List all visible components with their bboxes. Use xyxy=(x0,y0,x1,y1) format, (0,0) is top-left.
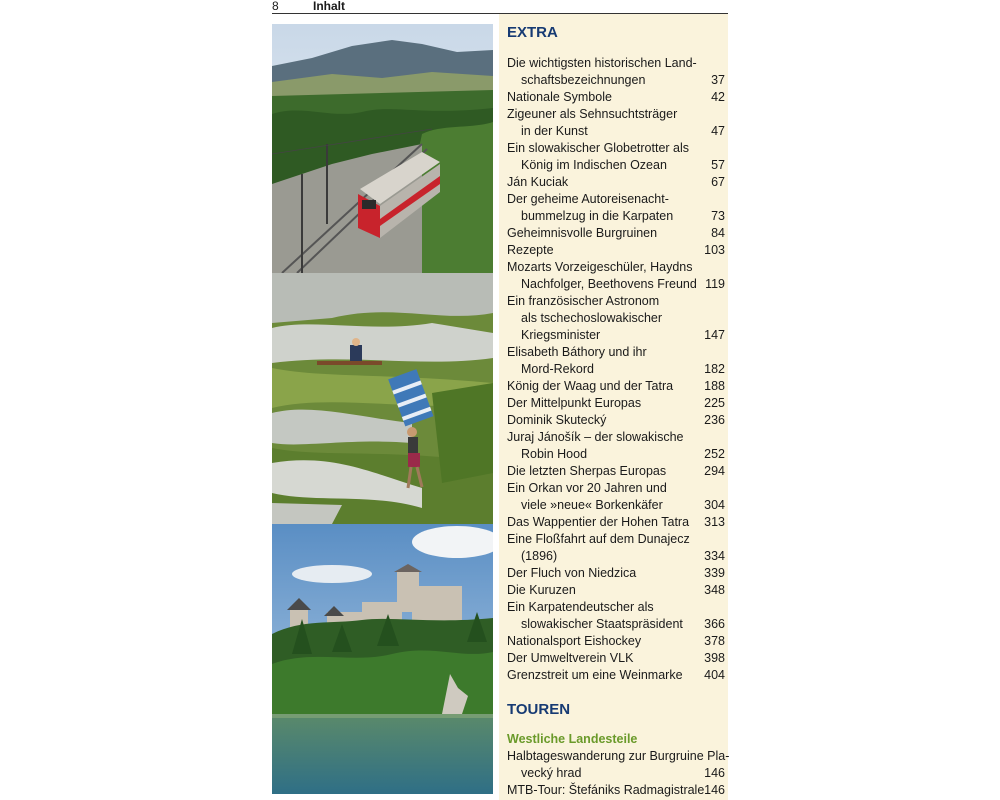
toc-entry-page: 294 xyxy=(704,464,725,478)
toc-entry-title-line: viele »neue« Borkenkäfer xyxy=(521,498,663,512)
toc-entry-title-line: Mozarts Vorzeigeschüler, Haydns xyxy=(507,260,693,274)
toc-entry[interactable] xyxy=(507,650,725,667)
toc-entry-page: 188 xyxy=(704,379,725,393)
toc-entry-page: 103 xyxy=(704,243,725,257)
toc-entry-title-line: Ein französischer Astronom xyxy=(507,294,660,308)
toc-entry-page: 47 xyxy=(711,124,725,138)
photo-column xyxy=(272,24,493,794)
toc-entry[interactable] xyxy=(507,782,725,799)
toc-entry[interactable] xyxy=(507,412,725,429)
toc-entry[interactable] xyxy=(507,395,725,412)
toc-entry-title-line: Halbtageswanderung zur Burgruine Pla- xyxy=(507,749,730,763)
toc-entry-title-line: Dominik Skutecký xyxy=(507,413,607,427)
toc-entry[interactable] xyxy=(507,748,730,782)
running-header xyxy=(272,0,728,14)
toc-entry[interactable] xyxy=(507,242,725,259)
touren-heading: TOUREN xyxy=(507,701,571,718)
toc-entry-title-line: Ján Kuciak xyxy=(507,175,569,189)
toc-entry[interactable] xyxy=(507,140,725,174)
toc-entry-title-line: Juraj Jánošík – der slowakische xyxy=(507,430,684,444)
toc-entry-page: 225 xyxy=(704,396,725,410)
toc-entry-page: 147 xyxy=(704,328,725,342)
sherpa-photo xyxy=(272,273,493,524)
toc-entry-title-line: Die letzten Sherpas Europas xyxy=(507,464,667,478)
toc-entry-title-line: Der Fluch von Niedzica xyxy=(507,566,637,580)
toc-entry-page: 84 xyxy=(711,226,725,240)
contents-column xyxy=(499,14,728,800)
toc-entry-title-line: vecký hrad xyxy=(521,766,582,780)
toc-entry-title-line: König im Indischen Ozean xyxy=(521,158,667,172)
toc-entry-title-line: Nationalsport Eishockey xyxy=(507,634,642,648)
toc-entry-title-line: König der Waag und der Tatra xyxy=(507,379,674,393)
toc-entry-page: 334 xyxy=(704,549,725,563)
toc-entry-page: 236 xyxy=(704,413,725,427)
toc-entry-page: 339 xyxy=(704,566,725,580)
toc-entry-page: 182 xyxy=(704,362,725,376)
toc-entry-title-line: Eine Floßfahrt auf dem Dunajecz xyxy=(507,532,690,546)
toc-entry[interactable] xyxy=(507,293,725,344)
toc-entry-title-line: Mord-Rekord xyxy=(521,362,594,376)
toc-entry[interactable] xyxy=(507,106,725,140)
toc-entry-page: 67 xyxy=(711,175,725,189)
toc-entry[interactable] xyxy=(507,89,725,106)
toc-entry-page: 304 xyxy=(704,498,725,512)
running-title: Inhalt xyxy=(313,0,345,13)
toc-entry-title-line: (1896) xyxy=(521,549,558,563)
touren-subheading: Westliche Landesteile xyxy=(507,732,638,746)
toc-entry-title-line: in der Kunst xyxy=(521,124,588,138)
toc-entry-title-line: Ein Orkan vor 20 Jahren und xyxy=(507,481,667,495)
toc-entry-title-line: Der geheime Autoreisenacht- xyxy=(507,192,669,206)
toc-entry-title-line: Die wichtigsten historischen Land- xyxy=(507,56,697,70)
toc-entry-title-line: Zigeuner als Sehnsuchtsträger xyxy=(507,107,678,121)
toc-entry-page: 404 xyxy=(704,668,725,682)
toc-entry-title-line: Elisabeth Báthory und ihr xyxy=(507,345,647,359)
toc-entry-page: 42 xyxy=(711,90,725,104)
page-number: 8 xyxy=(272,0,279,13)
toc-entry-page: 37 xyxy=(711,73,725,87)
castle-photo xyxy=(272,524,493,794)
toc-entry[interactable] xyxy=(507,191,725,225)
toc-entry-page: 146 xyxy=(704,783,725,797)
toc-entry[interactable] xyxy=(507,633,725,650)
toc-entry-page: 119 xyxy=(705,277,725,291)
train-photo xyxy=(272,24,493,273)
extra-heading: EXTRA xyxy=(507,24,558,41)
toc-entry[interactable] xyxy=(507,514,725,531)
toc-entry-page: 378 xyxy=(704,634,725,648)
toc-entry-title-line: Die Kuruzen xyxy=(507,583,576,597)
toc-entry-page: 252 xyxy=(704,447,725,461)
toc-entry[interactable] xyxy=(507,463,725,480)
toc-entry-page: 398 xyxy=(704,651,725,665)
toc-entry-title-line: Der Umweltverein VLK xyxy=(507,651,634,665)
toc-entry-title-line: Grenzstreit um eine Weinmarke xyxy=(507,668,683,682)
toc-entry-page: 57 xyxy=(711,158,725,172)
toc-entry[interactable] xyxy=(507,429,725,463)
toc-entry-page: 313 xyxy=(704,515,725,529)
toc-entry-title-line: Nachfolger, Beethovens Freund xyxy=(521,277,697,291)
toc-entry[interactable] xyxy=(507,259,725,293)
toc-entry[interactable] xyxy=(507,174,725,191)
toc-entry-page: 73 xyxy=(711,209,725,223)
toc-entry[interactable] xyxy=(507,378,725,395)
toc-entry-title-line: Ein slowakischer Globetrotter als xyxy=(507,141,690,155)
toc-entry-page: 146 xyxy=(704,766,725,780)
toc-entry-title-line: Das Wappentier der Hohen Tatra xyxy=(507,515,690,529)
toc-entry[interactable] xyxy=(507,599,725,633)
toc-entry-title-line: MTB-Tour: Štefániks Radmagistrale xyxy=(507,783,705,797)
toc-entry-title-line: Nationale Symbole xyxy=(507,90,612,104)
toc-entry-title-line: Rezepte xyxy=(507,243,554,257)
toc-entry[interactable] xyxy=(507,344,725,378)
toc-entry-title-line: schaftsbezeichnungen xyxy=(521,73,646,87)
toc-entry-page: 366 xyxy=(704,617,725,631)
toc-entry[interactable] xyxy=(507,480,725,514)
toc-entry-title-line: Kriegsminister xyxy=(521,328,601,342)
toc-entry-page: 348 xyxy=(704,583,725,597)
toc-entry-title-line: slowakischer Staatspräsident xyxy=(521,617,683,631)
toc-entry[interactable] xyxy=(507,565,725,582)
toc-entry-title-line: Robin Hood xyxy=(521,447,588,461)
toc-entry[interactable] xyxy=(507,225,725,242)
toc-entry-title-line: Geheimnisvolle Burgruinen xyxy=(507,226,658,240)
toc-entry[interactable] xyxy=(507,582,725,599)
toc-entry-title-line: als tschechoslowakischer xyxy=(521,311,663,325)
toc-entry[interactable] xyxy=(507,667,725,684)
toc-entry-title-line: bummelzug in die Karpaten xyxy=(521,209,674,223)
toc-entry-title-line: Der Mittelpunkt Europas xyxy=(507,396,642,410)
toc-entry[interactable] xyxy=(507,55,725,89)
toc-entry[interactable] xyxy=(507,531,725,565)
toc-entry-title-line: Ein Karpatendeutscher als xyxy=(507,600,654,614)
